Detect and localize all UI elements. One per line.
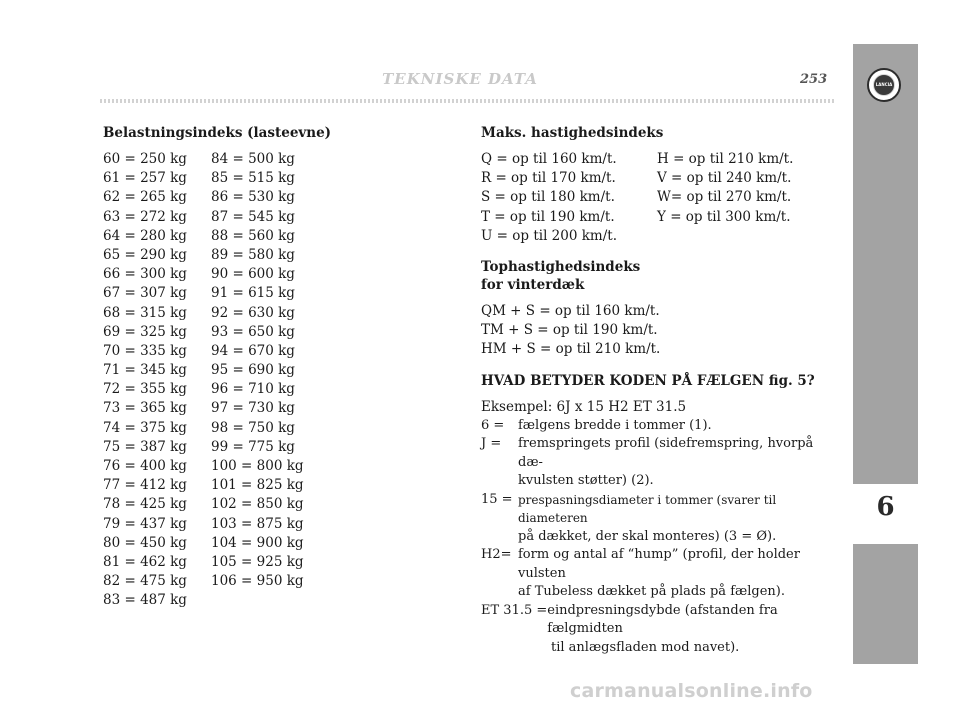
def-code: ET 31.5 = [481,602,548,618]
list-item [657,227,837,246]
load-value: 86 = 530 kg [211,189,295,206]
table-row [103,591,433,610]
def-text: prespasningsdiameter i tommer (svarer til diameteren [518,492,777,526]
rim-example: Eksempel: 6J x 15 H2 ET 31.5 [481,398,687,415]
watermark: carmanualsonline.info [570,680,813,702]
list-item: S = op til 180 km/t. [481,189,615,206]
table-row [103,419,433,438]
list-item [481,546,841,583]
def-continuation: på dækket, der skal monteres) (3 = Ø). [518,528,777,544]
load-value: 96 = 710 kg [211,381,295,398]
table-row [103,476,433,495]
list-item [481,491,841,528]
logo-shield-icon [873,74,895,96]
winter-heading [481,258,841,294]
list-item [481,417,841,436]
load-value: 71 = 345 kg [103,362,187,379]
load-value: 84 = 500 kg [211,151,295,167]
table-row [103,380,433,399]
list-item [481,602,841,639]
load-value: 89 = 580 kg [211,246,295,263]
list-item: HM + S = op til 210 km/t. [481,341,661,358]
table-row [103,323,433,342]
load-index-section [103,124,433,611]
header-divider [100,99,834,103]
list-item: W= op til 270 km/t. [657,189,792,206]
load-value: 106 = 950 kg [211,573,304,590]
list-item: U = op til 200 km/t. [481,227,617,244]
table-row [103,169,433,188]
load-value: 73 = 365 kg [103,400,187,417]
table-row [103,438,433,457]
table-row [103,515,433,534]
table-row [103,265,433,284]
speed-and-rim-section [481,124,841,657]
load-value: 75 = 387 kg [103,438,187,455]
lancia-logo [867,68,901,102]
rim-definitions [481,417,841,658]
load-value: 101 = 825 kg [211,477,304,494]
list-item: TM + S = op til 190 km/t. [481,322,658,339]
def-code: 15 = [481,491,513,507]
table-row [103,227,433,246]
def-text: fælgens bredde i tommer (1). [518,417,712,433]
load-value: 72 = 355 kg [103,381,187,398]
list-item: QM + S = op til 160 km/t. [481,303,660,320]
load-value: 79 = 437 kg [103,515,187,532]
load-value: 67 = 307 kg [103,285,187,302]
def-text: form og antal af “hump” (profil, der holder vulsten [518,547,800,581]
winter-speed-list [481,302,841,360]
load-value: 68 = 315 kg [103,304,187,321]
load-value: 64 = 280 kg [103,227,187,244]
table-row [103,342,433,361]
load-value: 99 = 775 kg [211,438,295,455]
def-code: H2= [481,547,512,563]
table-row [103,284,433,303]
load-value: 105 = 925 kg [211,553,304,570]
load-value: 76 = 400 kg [103,458,187,474]
winter-heading-line-1: Tophastighedsindeks [481,259,641,276]
load-value: 94 = 670 kg [211,342,295,359]
load-value: 70 = 335 kg [103,342,187,359]
load-value: 80 = 450 kg [103,534,187,551]
load-value: 92 = 630 kg [211,304,295,321]
winter-heading-line-2: for vinterdæk [481,277,585,294]
load-value: 81 = 462 kg [103,553,187,570]
load-value: 97 = 730 kg [211,400,295,417]
def-continuation: af Tubeless dækket på plads på fælgen). [518,584,785,600]
table-row [103,361,433,380]
table-row [103,534,433,553]
load-value: 82 = 475 kg [103,573,187,590]
load-value: 74 = 375 kg [103,419,187,436]
load-index-heading: Belastningsindeks (lasteevne) [103,125,332,141]
table-row [103,150,433,169]
def-continuation: til anlægsfladen mod navet). [551,639,740,655]
load-value: 62 = 265 kg [103,189,187,206]
load-value: 88 = 560 kg [211,227,295,244]
load-value: 63 = 272 kg [103,208,187,225]
rim-code-heading: HVAD BETYDER KODEN PÅ FÆLGEN fig. 5? [481,372,815,389]
list-item: Q = op til 160 km/t. [481,151,617,167]
list-item: V = op til 240 km/t. [657,170,792,187]
def-text: fremspringets profil (sidefremspring, hvorpå dæ- [518,436,814,470]
load-value: 98 = 750 kg [211,419,295,436]
list-item: R = op til 170 km/t. [481,170,616,187]
load-value: 77 = 412 kg [103,477,187,494]
load-value: 102 = 850 kg [211,496,304,513]
load-value: 65 = 290 kg [103,246,187,263]
logo-text: LANCIA [875,82,893,87]
page-number: 253 [800,72,828,87]
table-row [103,553,433,572]
def-text: eindpresningsdybde (afstanden fra fælgmidten [547,602,778,637]
chapter-number: 6 [876,492,895,522]
chapter-sidebar [853,44,918,664]
table-row [103,399,433,418]
table-row [103,208,433,227]
table-row [103,572,433,591]
load-index-table [103,150,433,611]
table-row [103,246,433,265]
def-continuation: kvulsten støtter) (2). [518,473,654,489]
load-value: 61 = 257 kg [103,170,187,187]
load-value: 85 = 515 kg [211,170,295,187]
list-item [481,435,841,472]
load-value: 60 = 250 kg [103,151,187,167]
list-item: Y = op til 300 km/t. [657,208,791,225]
table-row [103,304,433,323]
load-value: 66 = 300 kg [103,266,187,283]
load-value: 78 = 425 kg [103,496,187,513]
load-value: 100 = 800 kg [211,458,304,474]
def-code: J = [481,436,502,452]
load-value: 95 = 690 kg [211,362,295,379]
load-value: 93 = 650 kg [211,323,295,340]
max-speed-heading: Maks. hastighedsindeks [481,125,664,141]
load-value: 83 = 487 kg [103,592,187,609]
load-value: 91 = 615 kg [211,285,295,302]
table-row [103,457,433,476]
list-item: T = op til 190 km/t. [481,208,615,225]
load-value: 104 = 900 kg [211,534,304,551]
table-row [103,188,433,207]
load-value: 103 = 875 kg [211,515,304,532]
def-code: 6 = [481,417,505,433]
list-item: H = op til 210 km/t. [657,151,794,167]
max-speed-table [481,150,841,246]
section-title: TEKNISKE DATA [382,70,538,88]
load-value: 90 = 600 kg [211,266,295,283]
load-value: 87 = 545 kg [211,208,295,225]
table-row [103,495,433,514]
load-value: 69 = 325 kg [103,323,187,340]
